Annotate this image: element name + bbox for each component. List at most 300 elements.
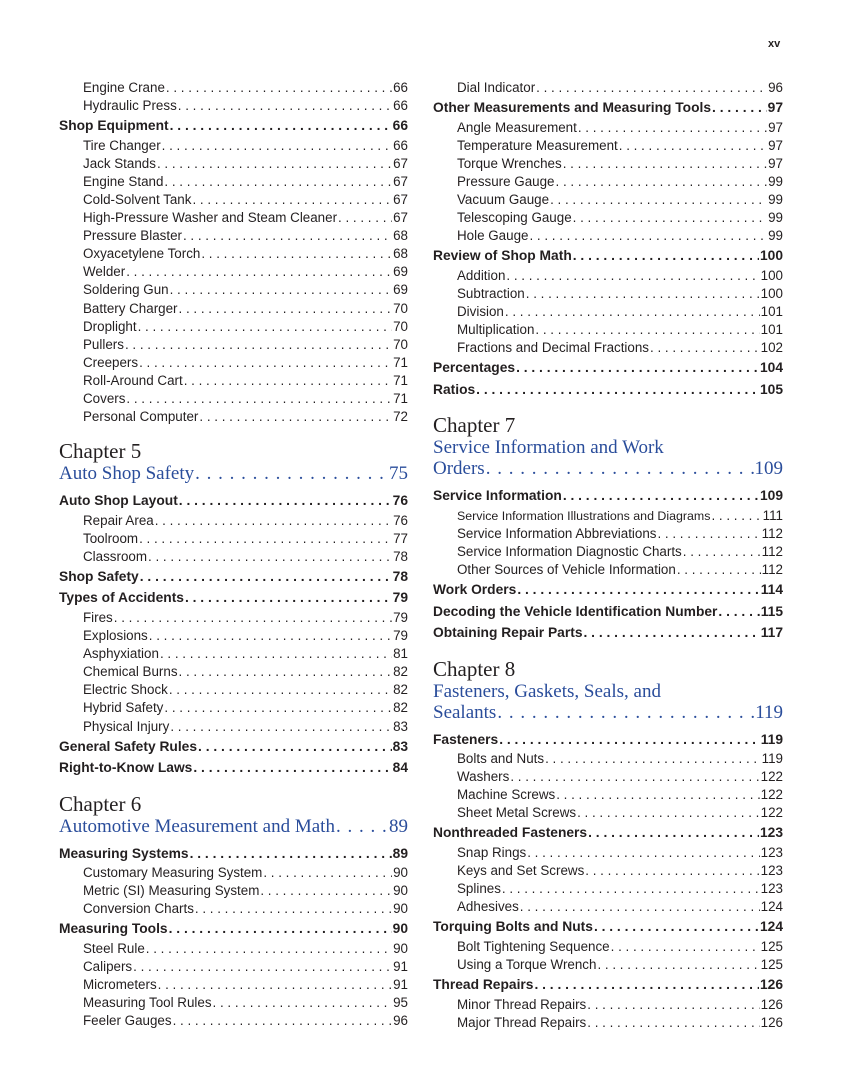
dot-leader	[139, 354, 392, 372]
entry-title: Vacuum Gauge	[457, 191, 550, 207]
toc-subsection-entry[interactable]	[433, 507, 783, 525]
entry-title: Soldering Gun	[83, 282, 169, 298]
entry-title: Cold-Solvent Tank	[83, 191, 192, 207]
toc-section-entry[interactable]	[59, 737, 408, 758]
dot-leader	[166, 79, 392, 97]
toc-subsection-entry[interactable]	[59, 227, 408, 245]
entry-page: 82	[393, 664, 408, 680]
entry-page: 90	[393, 901, 408, 917]
entry-title: Welder	[83, 264, 126, 280]
entry-title: Right-to-Know Laws	[59, 760, 193, 776]
entry-page: 102	[760, 340, 783, 356]
toc-subsection-entry[interactable]	[59, 976, 408, 994]
toc-subsection-entry[interactable]	[433, 119, 783, 137]
dot-leader	[185, 588, 392, 609]
entry-page: 111	[762, 507, 783, 523]
toc-subsection-entry[interactable]	[433, 561, 783, 579]
entry-title: Thread Repairs	[433, 977, 534, 993]
entry-title: Battery Charger	[83, 300, 178, 316]
entry-page: 99	[768, 210, 783, 226]
entry-page: 66	[393, 98, 408, 114]
dot-leader	[138, 318, 393, 336]
toc-subsection-entry[interactable]	[59, 354, 408, 372]
entry-title: Addition	[457, 267, 506, 283]
chapter-title	[433, 437, 783, 479]
toc-subsection-entry[interactable]	[433, 209, 783, 227]
entry-page: 122	[760, 769, 783, 785]
toc-subsection-entry[interactable]	[59, 173, 408, 191]
dot-leader	[170, 116, 392, 137]
toc-entries	[59, 844, 408, 1031]
entry-page: 91	[393, 959, 408, 974]
entry-title: Division	[457, 303, 504, 319]
chapter-title-text: Auto Shop Safety	[59, 463, 195, 485]
dot-leader	[578, 119, 767, 137]
entry-page: 84	[392, 760, 408, 776]
toc-subsection-entry[interactable]	[59, 718, 408, 736]
chapter-page: 119	[755, 701, 783, 723]
entry-title: Shop Equipment	[59, 118, 169, 134]
toc-subsection-entry[interactable]	[433, 844, 783, 862]
toc-subsection-entry[interactable]	[433, 1014, 783, 1032]
toc-section-entry[interactable]	[433, 975, 783, 996]
entry-page: 112	[761, 543, 783, 559]
chapter-page: 89	[389, 815, 408, 837]
dot-leader	[263, 864, 392, 882]
chapter-heading	[59, 793, 408, 843]
toc-subsection-entry[interactable]	[59, 645, 408, 663]
entry-title: Shop Safety	[59, 568, 139, 584]
entry-title: Measuring Tool Rules	[83, 995, 212, 1011]
entry-page: 123	[759, 825, 783, 841]
entry-page: 123	[760, 881, 783, 897]
toc-subsection-entry[interactable]	[59, 79, 408, 97]
entry-title: Subtraction	[457, 285, 525, 301]
entry-title: Fractions and Decimal Fractions	[457, 340, 650, 356]
entry-page: 67	[393, 191, 408, 207]
dot-leader	[184, 372, 392, 390]
entry-page: 109	[759, 488, 783, 504]
dot-leader	[563, 486, 759, 507]
toc-subsection-entry[interactable]	[433, 321, 783, 339]
toc-subsection-entry[interactable]	[59, 864, 408, 882]
toc-subsection-entry[interactable]	[433, 173, 783, 191]
dot-leader	[139, 530, 392, 548]
dot-leader	[499, 730, 760, 751]
dot-leader	[160, 645, 392, 663]
toc-subsection-entry[interactable]	[59, 372, 408, 390]
chapter-title-line: Service Information and Work	[433, 437, 664, 459]
entry-page: 117	[760, 625, 783, 641]
dot-leader	[650, 339, 760, 357]
entry-title: Oxyacetylene Torch	[83, 246, 201, 262]
dot-leader	[162, 137, 392, 155]
dot-leader	[712, 98, 767, 119]
toc-subsection-entry[interactable]	[59, 663, 408, 681]
chapter-title-text: Sealants	[433, 701, 497, 723]
toc-subsection-entry[interactable]	[433, 956, 783, 974]
toc-subsection-entry[interactable]	[433, 543, 783, 561]
chapter-title	[59, 816, 408, 837]
toc-section-entry[interactable]	[433, 823, 783, 844]
dot-leader	[158, 976, 392, 994]
entry-title: Covers	[83, 391, 126, 406]
toc-section-entry[interactable]	[59, 919, 408, 940]
toc-subsection-entry[interactable]	[59, 245, 408, 263]
dot-leader	[556, 173, 768, 191]
entry-page: 119	[761, 751, 783, 767]
chapter-label: Chapter 5	[59, 439, 142, 464]
entry-page: 91	[393, 977, 408, 993]
dot-leader	[535, 321, 759, 339]
toc-subsection-entry[interactable]	[433, 938, 783, 956]
dot-leader	[611, 938, 760, 956]
entry-title: Other Sources of Vehicle Information	[457, 562, 676, 577]
dot-leader	[526, 285, 760, 303]
dot-leader	[563, 155, 767, 173]
chapter-heading	[59, 440, 408, 490]
toc-subsection-entry[interactable]	[433, 79, 783, 97]
entry-title: Fires	[83, 609, 113, 625]
dot-leader	[476, 380, 759, 401]
entry-page: 82	[393, 682, 408, 698]
entry-page: 100	[760, 285, 783, 301]
toc-right-column	[433, 79, 783, 1032]
entry-page: 124	[759, 919, 783, 935]
entry-title: Fasteners	[433, 731, 499, 747]
dot-leader	[114, 609, 392, 627]
toc-subsection-entry[interactable]	[433, 267, 783, 285]
entry-page: 100	[760, 267, 783, 283]
dot-leader	[711, 507, 761, 525]
toc-subsection-entry[interactable]	[59, 994, 408, 1012]
dot-leader	[534, 975, 759, 996]
entry-page: 67	[393, 210, 408, 226]
entry-title: Major Thread Repairs	[457, 1014, 587, 1030]
entry-title: Hybrid Safety	[83, 700, 164, 716]
chapter-heading	[433, 414, 783, 485]
entry-page: 124	[760, 899, 783, 915]
entry-title: Pressure Blaster	[83, 228, 182, 244]
toc-subsection-entry[interactable]	[433, 339, 783, 357]
entry-page: 71	[393, 372, 408, 388]
toc-subsection-entry[interactable]	[433, 285, 783, 303]
toc-subsection-entry[interactable]	[433, 898, 783, 916]
dot-leader	[169, 919, 392, 940]
entry-title: Hydraulic Press	[83, 98, 177, 114]
entry-title: Dial Indicator	[457, 80, 536, 95]
toc-subsection-entry[interactable]	[433, 155, 783, 173]
entry-title: Hole Gauge	[457, 228, 529, 244]
toc-section-entry[interactable]	[433, 623, 783, 644]
entry-page: 82	[393, 700, 408, 716]
entry-page: 123	[760, 844, 783, 860]
entry-title: Calipers	[83, 959, 133, 974]
toc-entries	[59, 79, 408, 426]
entry-title: Repair Area	[83, 512, 154, 528]
toc-subsection-entry[interactable]	[433, 804, 783, 822]
entry-page: 119	[760, 731, 783, 747]
dot-leader	[199, 408, 392, 426]
toc-subsection-entry[interactable]	[59, 958, 408, 976]
toc-section-entry[interactable]	[433, 580, 783, 601]
entry-title: Torquing Bolts and Nuts	[433, 919, 593, 935]
toc-section-entry[interactable]	[433, 917, 783, 938]
dot-leader	[126, 390, 392, 408]
toc-subsection-entry[interactable]	[433, 786, 783, 804]
toc-subsection-entry[interactable]	[59, 191, 408, 209]
toc-section-entry[interactable]	[433, 602, 783, 623]
entry-page: 79	[392, 590, 408, 606]
dot-leader	[516, 358, 759, 379]
entry-title: Snap Rings	[457, 844, 527, 860]
entry-page: 95	[393, 995, 408, 1011]
dot-leader	[545, 750, 761, 768]
entry-title: Multiplication	[457, 322, 535, 338]
entry-page: 112	[761, 562, 783, 577]
entry-page: 125	[760, 938, 783, 954]
entry-page: 114	[760, 582, 783, 598]
entry-title: Roll-Around Cart	[83, 372, 183, 388]
entry-title: Toolroom	[83, 530, 139, 546]
chapter-title-text: Orders	[433, 458, 485, 480]
dot-leader	[577, 804, 760, 822]
entry-page: 122	[760, 805, 783, 821]
chapter-page: 75	[389, 463, 408, 485]
dot-leader	[510, 768, 759, 786]
dot-leader	[517, 580, 759, 601]
chapter-title-row[interactable]	[59, 816, 408, 837]
toc-left-column	[59, 79, 408, 1030]
entry-page: 112	[761, 525, 783, 541]
entry-page: 68	[393, 228, 408, 244]
entry-page: 90	[393, 883, 408, 899]
entry-page: 66	[393, 137, 408, 153]
entry-page: 123	[760, 863, 783, 879]
entry-title: High-Pressure Washer and Steam Cleaner	[83, 210, 338, 226]
toc-subsection-entry[interactable]	[433, 880, 783, 898]
dot-leader	[201, 245, 392, 263]
dot-leader	[179, 491, 392, 512]
dot-leader	[550, 191, 767, 209]
entry-title: Pullers	[83, 336, 124, 352]
entry-page: 69	[393, 264, 408, 280]
entry-title: Machine Screws	[457, 787, 556, 803]
entry-page: 101	[760, 303, 783, 319]
toc-section-entry[interactable]	[433, 730, 783, 751]
entry-page: 79	[393, 609, 408, 625]
entry-page: 67	[393, 155, 408, 171]
toc-section-entry[interactable]	[433, 380, 783, 401]
entry-title: Nonthreaded Fasteners	[433, 825, 588, 841]
dot-leader	[149, 627, 392, 645]
entry-page: 67	[393, 173, 408, 189]
entry-page: 97	[768, 119, 783, 135]
entry-page: 97	[767, 100, 783, 116]
entry-page: 126	[760, 1014, 783, 1030]
toc-subsection-entry[interactable]	[59, 336, 408, 354]
toc-subsection-entry[interactable]	[433, 303, 783, 321]
toc-section-entry[interactable]	[433, 358, 783, 379]
toc-section-entry[interactable]	[59, 116, 408, 137]
chapter-title-row[interactable]	[433, 702, 783, 723]
toc-subsection-entry[interactable]	[59, 512, 408, 530]
toc-section-entry[interactable]	[59, 588, 408, 609]
entry-title: Ratios	[433, 381, 476, 397]
entry-title: Washers	[457, 769, 510, 785]
toc-subsection-entry[interactable]	[59, 137, 408, 155]
entry-page: 97	[768, 155, 783, 171]
entry-title: Service Information Diagnostic Charts	[457, 543, 682, 559]
toc-subsection-entry[interactable]	[59, 940, 408, 958]
entry-title: Micrometers	[83, 977, 157, 993]
entry-title: Jack Stands	[83, 155, 156, 171]
dot-leader	[179, 663, 393, 681]
dot-leader	[677, 561, 761, 579]
dot-leader	[133, 958, 392, 976]
entry-title: Service Information	[433, 488, 562, 504]
toc-subsection-entry[interactable]	[433, 750, 783, 768]
entry-title: Creepers	[83, 354, 139, 370]
dot-leader	[173, 1012, 393, 1030]
dot-leader	[683, 543, 761, 561]
toc-subsection-entry[interactable]	[59, 281, 408, 299]
dot-leader	[155, 512, 392, 530]
entry-title: Physical Injury	[83, 718, 170, 734]
toc-section-entry[interactable]	[59, 491, 408, 512]
toc-subsection-entry[interactable]	[59, 408, 408, 426]
toc-subsection-entry[interactable]	[59, 390, 408, 408]
dot-leader	[506, 267, 759, 285]
dot-leader	[556, 786, 759, 804]
dot-leader	[520, 898, 760, 916]
dot-leader	[198, 737, 392, 758]
dot-leader	[183, 227, 392, 245]
entry-title: Service Information Illustrations and Diagrams	[457, 508, 711, 523]
chapter-heading	[433, 658, 783, 729]
toc-subsection-entry[interactable]	[433, 525, 783, 543]
dot-leader	[594, 917, 759, 938]
toc-section-entry[interactable]	[433, 486, 783, 507]
entry-page: 96	[768, 80, 783, 95]
dot-leader	[597, 956, 759, 974]
entry-page: 66	[393, 80, 408, 95]
entry-page: 90	[393, 865, 408, 881]
toc-section-entry[interactable]	[59, 758, 408, 779]
entry-title: Tire Changer	[83, 137, 161, 153]
toc-subsection-entry[interactable]	[59, 1012, 408, 1030]
entry-page: 122	[760, 787, 783, 803]
dot-leader	[260, 882, 392, 900]
entry-title: Service Information Abbreviations	[457, 525, 657, 541]
toc-subsection-entry[interactable]	[433, 768, 783, 786]
toc-subsection-entry[interactable]	[59, 609, 408, 627]
chapter-title	[59, 463, 408, 484]
toc-subsection-entry[interactable]	[59, 97, 408, 115]
toc-subsection-entry[interactable]	[59, 300, 408, 318]
dot-leader	[585, 862, 759, 880]
dot-leader	[164, 173, 392, 191]
entry-title: Work Orders	[433, 582, 517, 598]
entry-title: Percentages	[433, 360, 516, 376]
entry-title: Temperature Measurement	[457, 137, 618, 153]
chapter-label: Chapter 8	[433, 656, 516, 681]
toc-subsection-entry[interactable]	[59, 627, 408, 645]
toc-subsection-entry[interactable]	[433, 137, 783, 155]
dot-leader	[157, 155, 392, 173]
toc-subsection-entry[interactable]	[59, 263, 408, 281]
dot-leader	[170, 281, 392, 299]
entry-page: 70	[393, 336, 408, 352]
chapter-title-text: Automotive Measurement and Math	[59, 815, 335, 837]
entry-page: 79	[393, 628, 408, 644]
dot-leader	[527, 844, 759, 862]
chapter-page: 109	[754, 458, 783, 480]
dot-leader	[619, 137, 767, 155]
toc-section-entry[interactable]	[59, 567, 408, 588]
entry-title: Bolt Tightening Sequence	[457, 938, 610, 954]
chapter-title-row[interactable]	[433, 458, 783, 479]
toc-subsection-entry[interactable]	[59, 318, 408, 336]
toc-subsection-entry[interactable]	[433, 227, 783, 245]
entry-title: Personal Computer	[83, 409, 199, 425]
toc-subsection-entry[interactable]	[59, 900, 408, 918]
toc-subsection-entry[interactable]	[59, 548, 408, 566]
entry-title: Adhesives	[457, 899, 519, 915]
toc-subsection-entry[interactable]	[59, 681, 408, 699]
dot-leader	[146, 940, 392, 958]
toc-subsection-entry[interactable]	[433, 862, 783, 880]
chapter-title-row[interactable]	[59, 463, 408, 484]
toc-subsection-entry[interactable]	[433, 996, 783, 1014]
dot-leader	[573, 246, 759, 267]
toc-subsection-entry[interactable]	[59, 209, 408, 227]
toc-subsection-entry[interactable]	[433, 191, 783, 209]
entry-title: General Safety Rules	[59, 738, 198, 754]
entry-page: 99	[768, 191, 783, 207]
toc-section-entry[interactable]	[433, 98, 783, 119]
toc-section-entry[interactable]	[59, 844, 408, 865]
entry-title: Chemical Burns	[83, 664, 178, 680]
entry-page: 70	[393, 300, 408, 316]
chapter-title-line: Fasteners, Gaskets, Seals, and	[433, 680, 661, 702]
entry-title: Measuring Systems	[59, 845, 189, 861]
dot-leader	[179, 300, 393, 318]
toc-subsection-entry[interactable]	[59, 882, 408, 900]
entry-title: Types of Accidents	[59, 590, 184, 606]
toc-subsection-entry[interactable]	[59, 699, 408, 717]
toc-section-entry[interactable]	[433, 246, 783, 267]
entry-page: 71	[393, 354, 408, 370]
entry-title: Asphyxiation	[83, 646, 159, 662]
toc-entries	[59, 491, 408, 778]
toc-subsection-entry[interactable]	[59, 530, 408, 548]
dot-leader	[529, 227, 767, 245]
entry-title: Auto Shop Layout	[59, 493, 178, 509]
entry-title: Engine Crane	[83, 80, 165, 95]
entry-page: 89	[392, 845, 408, 861]
dot-leader	[164, 699, 392, 717]
entry-title: Decoding the Vehicle Identification Number	[433, 603, 718, 619]
entry-title: Metric (SI) Measuring System	[83, 883, 260, 899]
chapter-label: Chapter 6	[59, 791, 142, 816]
entry-page: 99	[768, 228, 783, 244]
toc-subsection-entry[interactable]	[59, 155, 408, 173]
dot-leader	[192, 191, 392, 209]
entry-title: Obtaining Repair Parts	[433, 625, 583, 641]
dot-leader	[169, 681, 392, 699]
entry-page: 69	[393, 282, 408, 298]
